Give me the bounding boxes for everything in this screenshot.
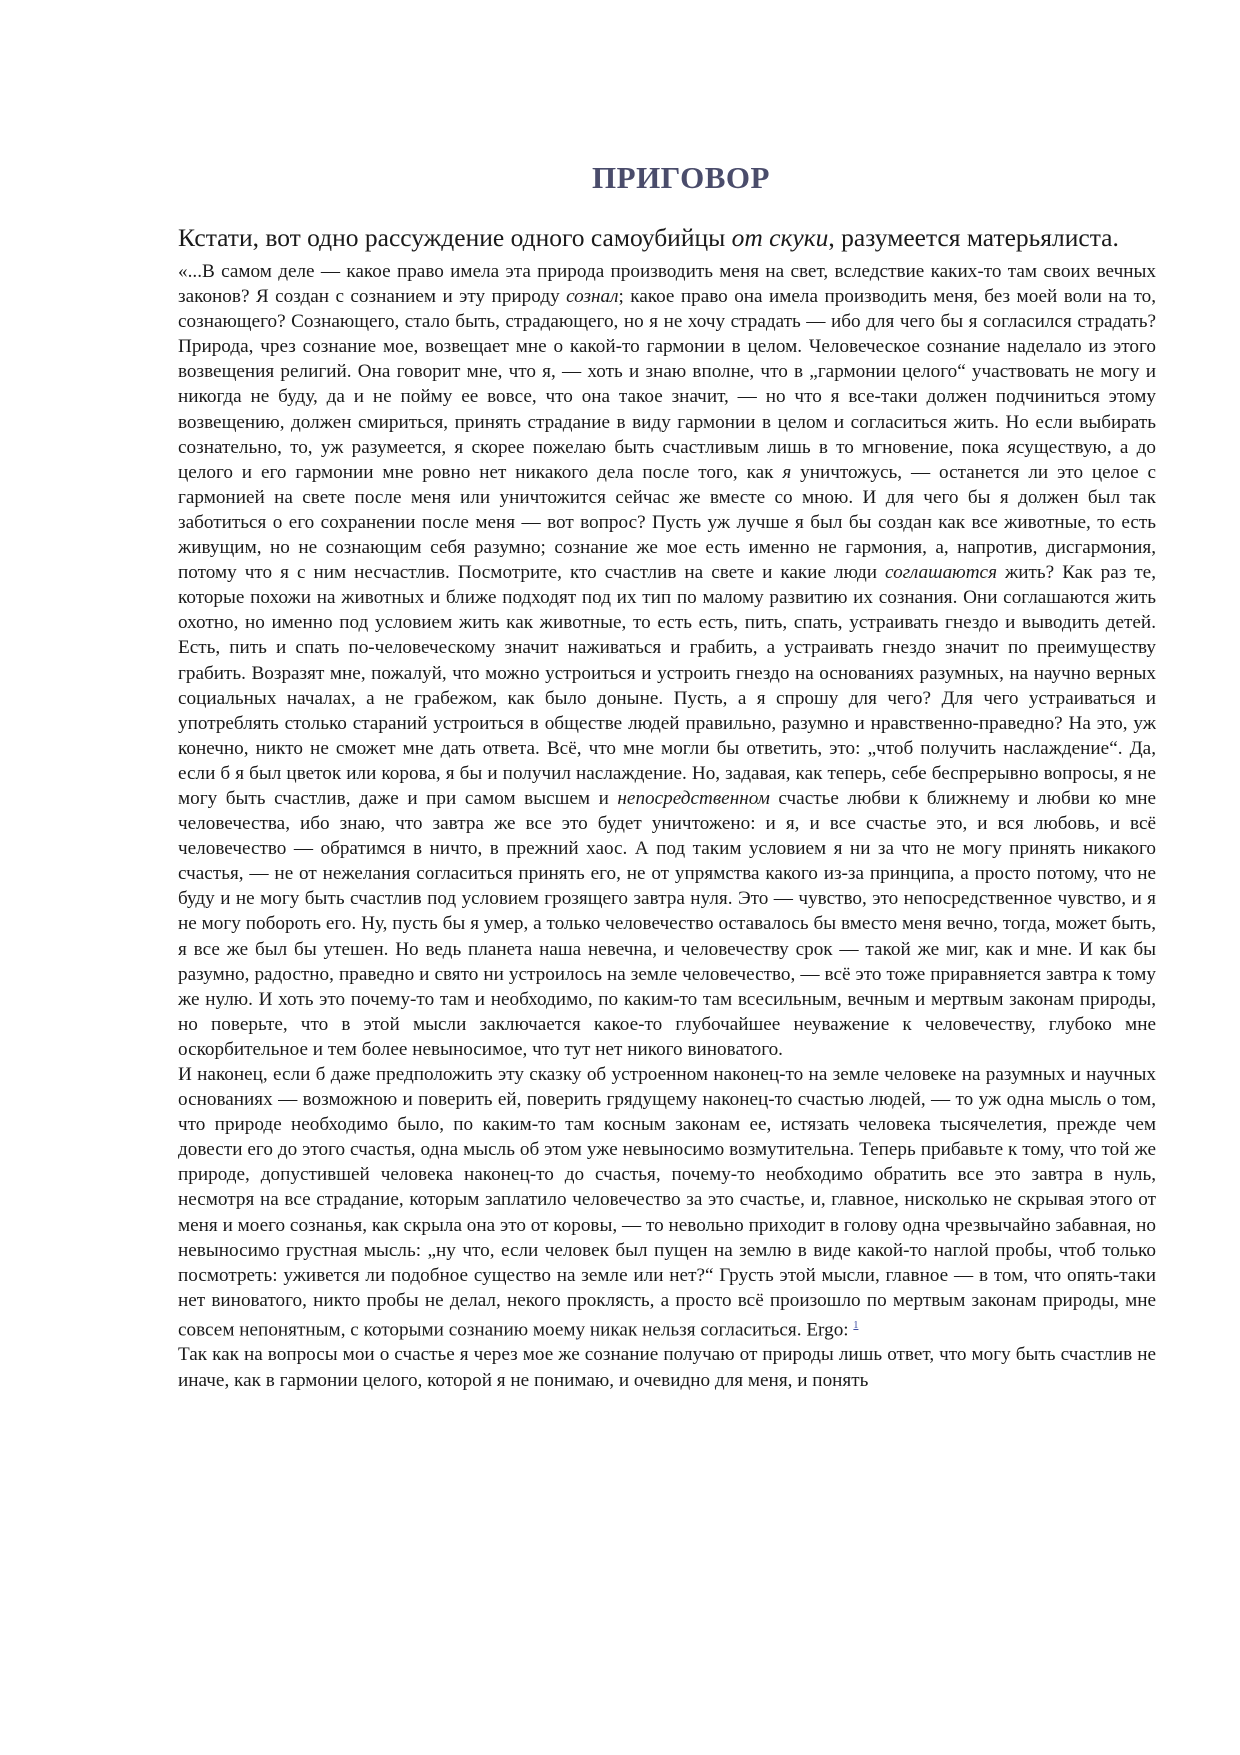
footnote-link[interactable]: 1: [853, 1319, 859, 1331]
intro-text-1: Кстати, вот одно рассуждение одного самоубийцы: [178, 223, 732, 252]
p1-text-a: «...В самом деле — какое право имела эта природа производить меня на свет, вследствие каких-то там своих вечных законов? Я создан с сознанием и эту природу: [178, 261, 1156, 308]
paragraph-2: [178, 1062, 1156, 1342]
p1-italic-soglashayutsya: соглашаются: [885, 562, 997, 584]
paragraph-3: [178, 1342, 1156, 1392]
document-page: [178, 160, 1156, 1393]
p1-italic-ya-1: я: [1007, 436, 1017, 458]
p2-text: И наконец, если б даже предположить эту сказку об устроенном наконец-то на земле человеке на разумных и научных основаниях — возможною и поверить ей, поверить грядущему наконец-то счастью людей, — то уж одна мысль о том, что природе необходимо было, по каким-то там косным законам ее, истязать человека тысячелетия, прежде чем довести его до этого счастья, одна мысль об этом уже невыносимо возмутительна. Теперь прибавьте к тому, что той же природе, допустившей человека наконец-то до счастья, почему-то необходимо обратить все это завтра в нуль, несмотря на все страдание, которым заплатило человечество за это счастье, и, главное, нисколько не скрывая этого от меня и моего сознанья, как скрыла она это от коровы, — то невольно приходит в голову одна чрезвычайно забавная, но невыносимо грустная мысль: „ну что, если человек был пущен на землю в виде какой-то наглой пробы, чтоб только посмотреть: уживется ли подобное существо на земле или нет?“ Грусть этой мысли, главное — в том, что опять-таки нет виноватого, никто пробы не делал, некого проклясть, а просто всё произошло по мертвым законам природы, мне совсем непонятным, с которыми сознанию моему никак нельзя согласиться. Ergo:: [178, 1064, 1156, 1341]
intro-text-italic: от скуки: [731, 223, 829, 252]
intro-paragraph: [178, 222, 1156, 253]
p1-italic-ya-2: я: [782, 461, 792, 483]
body-text: [178, 259, 1156, 1393]
intro-text-2: , разумеется матерьялиста.: [828, 223, 1119, 252]
page-title: ПРИГОВОР: [592, 160, 770, 195]
p1-text-e: существую, а до целого и его гармонии мне ровно нет никакого дела после того, как: [178, 436, 1157, 483]
paragraph-1: [178, 259, 1156, 1062]
p1-italic-soznal: сознал: [566, 286, 619, 308]
p3-text: Так как на вопросы мои о счастье я через мое же сознание получаю от природы лишь ответ, что могу быть счастлив не иначе, как в гармонии целого, которой я не понимаю, и очевидно для меня, и понять: [178, 1344, 1156, 1391]
p1-text-i: жить? Как раз те, которые похожи на животных и ближе подходят под их тип по малому развитию их сознания. Они соглашаются жить охотно, но именно под условием жить как животные, то есть есть, пить, спать, устраивать гнездо и выводить детей. Есть, пить и спать по-человеческому значит наживаться и грабить, а устраивать гнездо значит по преимуществу грабить. Возразят мне, пожалуй, что можно устроиться и устроить гнездо на основаниях разумных, на научно верных социальных началах, а не грабежом, как было доныне. Пусть, а я спрошу для чего? Для чего устраиваться и употреблять столько стараний устроиться в обществе людей правильно, разумно и нравственно-праведно? На это, уж конечно, никто не сможет мне дать ответа. Всё, что мне могли бы ответить, это: „чтоб получить наслаждение“. Да, если б я был цветок или корова, я бы и получил наслаждение. Но, задавая, как теперь, себе беспрерывно вопросы, я не могу быть счастлив, даже и при самом высшем и: [178, 562, 1156, 809]
p1-text-k: счастье любви к ближнему и любви ко мне человечества, ибо знаю, что завтра же все это будет уничтожено: и я, и все счастье это, и вся любовь, и всё человечество — обратимся в ничто, в прежний хаос. А под таким условием я ни за что не могу принять никакого счастья, — не от нежелания согласиться принять его, не от упрямства какого из-за принципа, а просто потому, что не буду и не могу быть счастлив под условием грозящего завтра нуля. Это — чувство, это непосредственное чувство, и я не могу побороть его. Ну, пусть бы я умер, а только человечество оставалось бы вместо меня вечно, тогда, может быть, я все же был бы утешен. Но ведь планета наша невечна, и человечеству срок — такой же миг, как и мне. И как бы разумно, радостно, праведно и свято ни устроилось на земле человечество, — всё это тоже приравняется завтра к тому же нулю. И хоть это почему-то там и необходимо, по каким-то там всесильным, вечным и мертвым законам природы, но поверьте, что в этой мысли заключается какое-то глубочайшее неуважение к человечеству, глубоко мне оскорбительное и тем более невыносимое, что тут нет никого виноватого.: [178, 787, 1156, 1060]
p1-italic-neposredstvennom: непосредственном: [617, 787, 770, 809]
p1-text-c: ; какое право она имела производить меня, без моей воли на то, сознающего? Сознающего, стало быть, страдающего, но я не хочу страдать — ибо для чего бы я согласился страдать? Природа, чрез сознание мое, возвещает мне о какой-то гармонии в целом. Человеческое сознание наделало из этого возвещения религий. Она говорит мне, что я, — хоть и знаю вполне, что в „гармонии целого“ участвовать не могу и никогда не буду, да и не пойму ее вовсе, что она такое значит, — но что я все-таки должен подчиниться этому возвещению, должен смириться, принять страдание в виду гармонии в целом и согласиться жить. Но если выбирать сознательно, то, уж разумеется, я скорее пожелаю быть счастливым лишь в то мгновение, пока: [178, 286, 1156, 458]
p1-text-g: уничтожусь, — останется ли это целое с гармонией на свете после меня или уничтожится сейчас же вместе со мною. И для чего бы я должен был так заботиться о его сохранении после меня — вот вопрос? Пусть уж лучше я был бы создан как все животные, то есть живущим, но не сознающим себя разумно; сознание же мое есть именно не гармония, а, напротив, дисгармония, потому что я с ним несчастлив. Посмотрите, кто счастлив на свете и какие люди: [178, 461, 1157, 584]
